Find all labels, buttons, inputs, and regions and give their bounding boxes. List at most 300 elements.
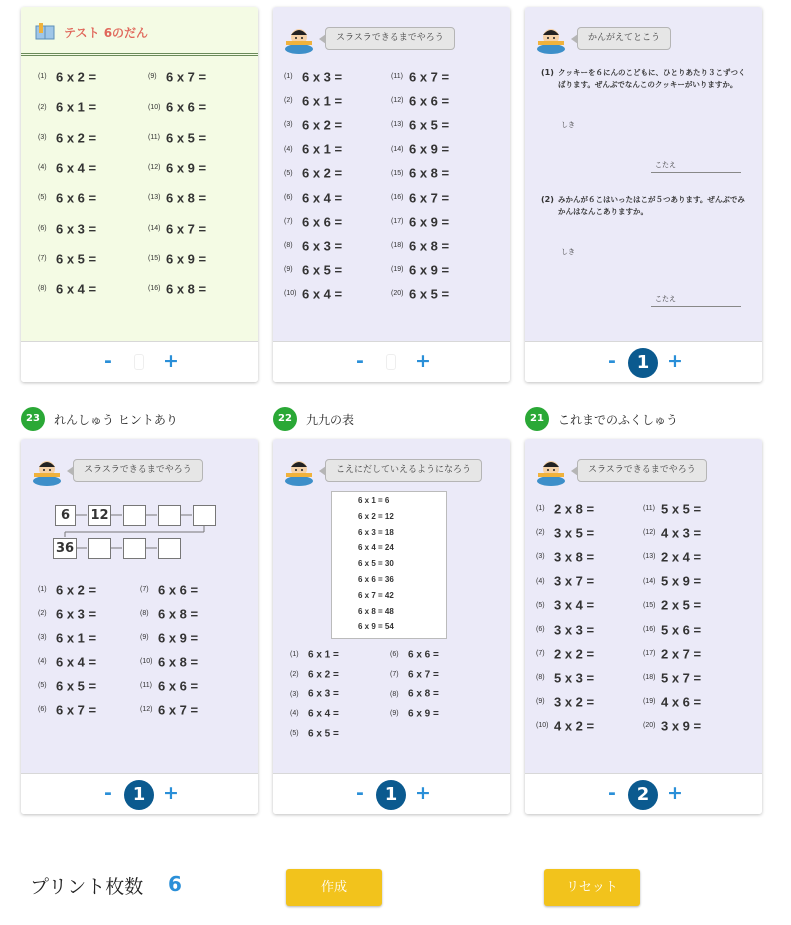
worksheet-title: テスト 6のだん <box>64 26 149 40</box>
problem-number: (2) <box>38 103 47 111</box>
problem-expression: 6 x 7 = <box>158 702 199 718</box>
increase-button[interactable]: + <box>667 350 683 372</box>
problem-expression: 6 x 3 = <box>308 688 339 700</box>
problem-expression: 4 x 6 = <box>661 694 702 710</box>
problem-expression: 6 x 8 = <box>158 606 199 622</box>
copies-control <box>525 773 762 814</box>
problem-number: (1) <box>536 505 545 513</box>
print-card-hint-practice[interactable] <box>21 439 258 814</box>
problem-expression: 6 x 8 = <box>408 688 439 700</box>
problem-item <box>148 159 206 177</box>
problem-item <box>38 159 96 177</box>
problem-number: (1) <box>38 586 47 594</box>
problem-expression: 4 x 3 = <box>661 525 702 541</box>
chain-arrows <box>21 439 258 569</box>
decrease-button[interactable]: - <box>104 782 112 804</box>
problem-number: (13) <box>148 194 161 202</box>
problem-number: (2) <box>38 610 47 618</box>
problem-number: (14) <box>391 145 404 153</box>
problem-number: (3) <box>536 553 545 561</box>
print-card-times-table[interactable] <box>273 439 510 814</box>
problem-number: (19) <box>643 698 656 706</box>
decrease-button[interactable]: - <box>356 782 364 804</box>
problem-number: (16) <box>391 193 404 201</box>
problem-number: (1) <box>38 73 47 81</box>
copies-count-badge: 2 <box>628 780 658 810</box>
problem-expression: 6 x 1 = <box>302 141 343 157</box>
problem-item <box>390 705 439 723</box>
problem-item <box>391 261 449 279</box>
worksheet-preview <box>21 7 258 341</box>
problem-number: (4) <box>290 710 299 718</box>
increase-button[interactable]: + <box>163 350 179 372</box>
problem-expression: 6 x 1 = <box>56 630 97 646</box>
problem-expression: 2 x 5 = <box>661 597 702 613</box>
problem-number: (2) <box>284 97 293 105</box>
chain-box: 6 <box>55 505 76 526</box>
problem-item <box>643 621 701 639</box>
title-underline <box>21 53 258 56</box>
problem-item <box>390 685 439 703</box>
problem-number: (15) <box>391 169 404 177</box>
print-card-review[interactable] <box>525 439 762 814</box>
problem-number: (9) <box>390 710 399 718</box>
problem-item <box>148 280 206 298</box>
times-table-row: 6 x 9 = 54 <box>358 622 394 632</box>
problem-item <box>391 140 449 158</box>
problem-expression: 6 x 6 = <box>158 678 199 694</box>
problem-item <box>148 220 206 238</box>
problem-number: (4) <box>38 658 47 666</box>
problem-item <box>284 285 342 303</box>
decrease-button[interactable]: - <box>608 782 616 804</box>
chain-box: 12 <box>88 505 111 526</box>
problem-number: (5) <box>290 730 299 738</box>
problem-expression: 3 x 8 = <box>554 549 595 565</box>
problem-expression: 6 x 9 = <box>409 262 450 278</box>
problem-number: (20) <box>391 290 404 298</box>
problem-number: (5) <box>536 601 545 609</box>
problem-expression: 6 x 3 = <box>56 220 97 236</box>
problem-number: (8) <box>284 241 293 249</box>
problem-expression: 6 x 5 = <box>166 129 207 145</box>
problem-item <box>536 669 594 687</box>
problem-number: (8) <box>536 673 545 681</box>
problem-expression: 6 x 6 = <box>302 213 343 229</box>
problem-item <box>38 250 96 268</box>
problem-number: (5) <box>38 682 47 690</box>
decrease-button[interactable]: - <box>104 350 112 372</box>
problem-item <box>391 68 449 86</box>
problem-item <box>643 717 701 735</box>
problem-number: (14) <box>643 577 656 585</box>
problem-number: (16) <box>148 285 161 293</box>
copies-control <box>21 341 258 382</box>
worksheet-preview <box>273 7 510 341</box>
print-card-test-6[interactable] <box>21 7 258 382</box>
problem-item <box>284 140 342 158</box>
problem-item <box>290 725 339 743</box>
problem-item <box>284 92 342 110</box>
times-table-row: 6 x 4 = 24 <box>358 543 394 553</box>
answer-label: こたえ <box>655 295 676 303</box>
problem-number: (2) <box>290 670 299 678</box>
problem-expression: 3 x 7 = <box>554 573 595 589</box>
problem-expression: 6 x 6 = <box>408 649 439 661</box>
problem-item <box>140 701 198 719</box>
problem-expression: 6 x 6 = <box>166 99 207 115</box>
problem-number: (18) <box>643 673 656 681</box>
problem-number: (20) <box>643 722 656 730</box>
problem-expression: 6 x 7 = <box>56 702 97 718</box>
copies-count-badge: 1 <box>628 348 658 378</box>
problem-item <box>140 581 198 599</box>
problem-item <box>391 237 449 255</box>
problem-item <box>284 213 342 231</box>
problem-item <box>38 98 96 116</box>
problem-number: (4) <box>38 164 47 172</box>
increase-button[interactable]: + <box>163 782 179 804</box>
problem-number: (6) <box>38 706 47 714</box>
problem-expression: 6 x 5 = <box>56 251 97 267</box>
problem-item <box>38 605 96 623</box>
copies-count-badge: 1 <box>124 780 154 810</box>
problem-number: (10) <box>140 658 153 666</box>
kid-icon <box>283 457 315 487</box>
problem-expression: 6 x 4 = <box>308 708 339 720</box>
problem-number: (12) <box>148 164 161 172</box>
problem-item <box>38 280 96 298</box>
problem-expression: 6 x 5 = <box>302 262 343 278</box>
problem-expression: 6 x 2 = <box>56 582 97 598</box>
print-count-value: 6 <box>168 872 182 896</box>
problem-expression: 6 x 6 = <box>158 582 199 598</box>
problem-expression: 6 x 9 = <box>166 160 207 176</box>
problem-item <box>536 548 594 566</box>
problem-expression: 6 x 2 = <box>56 129 97 145</box>
section-title: これまでのふくしゅう <box>558 413 679 427</box>
copies-control <box>525 341 762 382</box>
problem-item <box>284 261 342 279</box>
problem-item <box>391 285 449 303</box>
problem-number: (13) <box>391 121 404 129</box>
kid-icon <box>535 25 567 55</box>
times-table-row: 6 x 8 = 48 <box>358 606 394 616</box>
problem-expression: 6 x 4 = <box>56 160 97 176</box>
problem-item <box>290 685 339 703</box>
problem-item <box>290 646 339 664</box>
problem-expression: 6 x 7 = <box>166 69 207 85</box>
problem-number: (7) <box>390 670 399 678</box>
problem-expression: 6 x 4 = <box>56 281 97 297</box>
problem-item <box>290 666 339 684</box>
decrease-button[interactable]: - <box>356 350 364 372</box>
kid-icon <box>535 457 567 487</box>
section-title: れんしゅう ヒントあり <box>54 413 178 427</box>
problem-expression: 4 x 2 = <box>554 718 595 734</box>
times-table-row: 6 x 3 = 18 <box>358 527 394 537</box>
problem-item <box>391 164 449 182</box>
problem-item <box>148 250 206 268</box>
problem-number: (17) <box>391 217 404 225</box>
problem-item <box>148 98 206 116</box>
problem-item <box>284 189 342 207</box>
print-count-label: プリント枚数 <box>30 876 144 898</box>
answer-label: こたえ <box>655 161 676 169</box>
problem-expression: 6 x 4 = <box>302 286 343 302</box>
problem-number: (9) <box>284 266 293 274</box>
problem-number: (8) <box>390 690 399 698</box>
problem-expression: 6 x 7 = <box>408 668 439 680</box>
problem-item <box>391 189 449 207</box>
problem-expression: 6 x 5 = <box>308 728 339 740</box>
problem-expression: 5 x 6 = <box>661 621 702 637</box>
speech-bubble: こえにだしていえるようになろう <box>325 459 482 482</box>
problem-item <box>284 237 342 255</box>
worksheet-preview <box>273 439 510 773</box>
problem-number: (15) <box>148 255 161 263</box>
problem-expression: 6 x 9 = <box>409 213 450 229</box>
problem-expression: 6 x 8 = <box>166 281 207 297</box>
problem-item <box>284 164 342 182</box>
count-placeholder <box>386 354 396 370</box>
copies-control <box>21 773 258 814</box>
problem-number: (5) <box>284 169 293 177</box>
problem-item <box>536 693 594 711</box>
problem-expression: 6 x 8 = <box>158 654 199 670</box>
problem-number: (7) <box>536 649 545 657</box>
problem-item <box>290 705 339 723</box>
worksheet-preview <box>525 439 762 773</box>
problem-item <box>536 621 594 639</box>
problem-number: (9) <box>536 698 545 706</box>
problem-item <box>284 68 342 86</box>
section-number-badge: 23 <box>21 407 45 431</box>
problem-item <box>140 605 198 623</box>
create-button[interactable]: 作成 <box>286 869 382 906</box>
problem-expression: 3 x 4 = <box>554 597 595 613</box>
speech-bubble: スラスラできるまでやろう <box>73 459 203 482</box>
question-text: みかんが６こはいったはこが５つあります。ぜんぶでみかんはなんこありますか。 <box>558 195 745 216</box>
problem-item <box>38 129 96 147</box>
problem-item <box>148 129 206 147</box>
problem-expression: 3 x 2 = <box>554 694 595 710</box>
problem-item <box>38 677 96 695</box>
section-title: 九九の表 <box>306 413 355 427</box>
increase-button[interactable]: + <box>667 782 683 804</box>
problem-number: (7) <box>38 255 47 263</box>
times-table-box <box>331 491 447 639</box>
problem-number: (10) <box>536 722 549 730</box>
problem-number: (6) <box>390 651 399 659</box>
problem-number: (13) <box>643 553 656 561</box>
problem-number: (5) <box>38 194 47 202</box>
problem-number: (12) <box>140 706 153 714</box>
speech-bubble: スラスラできるまでやろう <box>577 459 707 482</box>
problem-expression: 6 x 4 = <box>302 189 343 205</box>
problem-item <box>643 645 701 663</box>
problem-item <box>38 701 96 719</box>
answer-line <box>651 172 741 173</box>
problem-expression: 6 x 5 = <box>409 286 450 302</box>
problem-expression: 6 x 1 = <box>302 93 343 109</box>
question-number: (1) <box>541 68 554 77</box>
problem-expression: 6 x 4 = <box>56 654 97 670</box>
times-table-row: 6 x 1 = 6 <box>358 496 390 505</box>
increase-button[interactable]: + <box>415 782 431 804</box>
problem-number: (6) <box>38 224 47 232</box>
worksheet-preview <box>525 7 762 341</box>
problem-number: (16) <box>643 625 656 633</box>
problem-number: (4) <box>284 145 293 153</box>
problem-number: (3) <box>38 634 47 642</box>
problem-item <box>38 189 96 207</box>
problem-expression: 6 x 8 = <box>409 237 450 253</box>
problem-number: (11) <box>643 505 655 513</box>
times-table-row: 6 x 2 = 12 <box>358 511 394 521</box>
problem-expression: 6 x 9 = <box>158 630 199 646</box>
problem-expression: 6 x 5 = <box>56 678 97 694</box>
problem-item <box>536 500 594 518</box>
problem-number: (17) <box>643 649 656 657</box>
reset-button[interactable]: リセット <box>544 869 640 906</box>
kid-icon <box>283 25 315 55</box>
times-table-row: 6 x 6 = 36 <box>358 575 394 584</box>
problem-item <box>140 653 198 671</box>
problem-number: (19) <box>391 266 404 274</box>
problem-number: (14) <box>148 224 161 232</box>
problem-number: (1) <box>284 73 293 81</box>
problem-item <box>284 116 342 134</box>
problem-expression: 6 x 1 = <box>308 649 339 661</box>
problem-item <box>536 717 594 735</box>
print-card-word-problems[interactable] <box>525 7 762 382</box>
problem-number: (8) <box>38 285 47 293</box>
print-card-drill[interactable] <box>273 7 510 382</box>
problem-expression: 3 x 9 = <box>661 718 702 734</box>
times-table-row: 6 x 5 = 30 <box>358 559 394 569</box>
problem-expression: 2 x 8 = <box>554 501 595 517</box>
problem-number: (8) <box>140 610 149 618</box>
copies-control <box>273 341 510 382</box>
problem-item <box>643 669 701 687</box>
problem-item <box>38 220 96 238</box>
problem-item <box>38 581 96 599</box>
problem-expression: 6 x 2 = <box>302 165 343 181</box>
problem-expression: 6 x 7 = <box>166 220 207 236</box>
problem-number: (9) <box>148 73 157 81</box>
problem-expression: 6 x 3 = <box>302 237 343 253</box>
problem-number: (1) <box>290 651 299 659</box>
speech-bubble: スラスラできるまでやろう <box>325 27 455 50</box>
problem-number: (7) <box>284 217 293 225</box>
problem-expression: 2 x 4 = <box>661 549 702 565</box>
problem-item <box>391 213 449 231</box>
problem-item <box>140 629 198 647</box>
problem-expression: 6 x 9 = <box>408 708 439 720</box>
formula-label: しき <box>561 121 575 129</box>
problem-expression: 6 x 7 = <box>409 69 450 85</box>
problem-item <box>38 653 96 671</box>
problem-expression: 6 x 2 = <box>302 117 343 133</box>
problem-expression: 6 x 9 = <box>166 251 207 267</box>
problem-number: (12) <box>643 529 656 537</box>
problem-expression: 5 x 5 = <box>661 501 702 517</box>
problem-expression: 6 x 2 = <box>56 69 97 85</box>
formula-label: しき <box>561 248 575 256</box>
chain-box: 36 <box>53 538 77 559</box>
decrease-button[interactable]: - <box>608 350 616 372</box>
problem-number: (3) <box>284 121 293 129</box>
problem-expression: 6 x 9 = <box>409 141 450 157</box>
problem-item <box>38 629 96 647</box>
problem-item <box>536 645 594 663</box>
copies-control <box>273 773 510 814</box>
problem-item <box>643 572 701 590</box>
problem-item <box>536 524 594 542</box>
problem-expression: 5 x 9 = <box>661 573 702 589</box>
section-number-badge: 22 <box>273 407 297 431</box>
problem-item <box>38 68 96 86</box>
problem-expression: 6 x 2 = <box>308 668 339 680</box>
problem-expression: 6 x 8 = <box>166 190 207 206</box>
answer-line <box>651 306 741 307</box>
problem-number: (11) <box>140 682 152 690</box>
problem-expression: 6 x 8 = <box>409 165 450 181</box>
problem-expression: 6 x 3 = <box>302 69 343 85</box>
problem-item <box>391 92 449 110</box>
increase-button[interactable]: + <box>415 350 431 372</box>
problem-number: (3) <box>290 690 299 698</box>
problem-expression: 6 x 7 = <box>409 189 450 205</box>
problem-number: (11) <box>148 133 160 141</box>
copies-count-badge: 1 <box>376 780 406 810</box>
problem-expression: 5 x 3 = <box>554 669 595 685</box>
problem-item <box>536 596 594 614</box>
problem-number: (6) <box>284 193 293 201</box>
problem-number: (7) <box>140 586 149 594</box>
problem-number: (15) <box>643 601 656 609</box>
problem-number: (4) <box>536 577 545 585</box>
problem-expression: 6 x 6 = <box>56 190 97 206</box>
problem-item <box>536 572 594 590</box>
problem-item <box>643 524 701 542</box>
question-number: (2) <box>541 195 554 204</box>
problem-expression: 5 x 7 = <box>661 669 702 685</box>
book-icon <box>35 22 55 44</box>
problem-number: (6) <box>536 625 545 633</box>
problem-item <box>643 548 701 566</box>
problem-item <box>643 693 701 711</box>
times-table-row: 6 x 7 = 42 <box>358 590 394 600</box>
problem-expression: 3 x 5 = <box>554 525 595 541</box>
problem-expression: 2 x 7 = <box>661 645 702 661</box>
problem-item <box>643 596 701 614</box>
problem-item <box>390 646 439 664</box>
problem-expression: 6 x 6 = <box>409 93 450 109</box>
count-placeholder <box>134 354 144 370</box>
problem-expression: 6 x 1 = <box>56 99 97 115</box>
problem-number: (3) <box>38 133 47 141</box>
problem-item <box>148 68 206 86</box>
section-number-badge: 21 <box>525 407 549 431</box>
question-text: クッキーを６にんのこどもに、ひとりあたり３こずつくばります。ぜんぶでなんこのクッキーがいりますか。 <box>558 68 746 89</box>
worksheet-preview <box>21 439 258 773</box>
problem-item <box>140 677 198 695</box>
problem-number: (18) <box>391 241 404 249</box>
problem-item <box>391 116 449 134</box>
problem-expression: 6 x 5 = <box>409 117 450 133</box>
